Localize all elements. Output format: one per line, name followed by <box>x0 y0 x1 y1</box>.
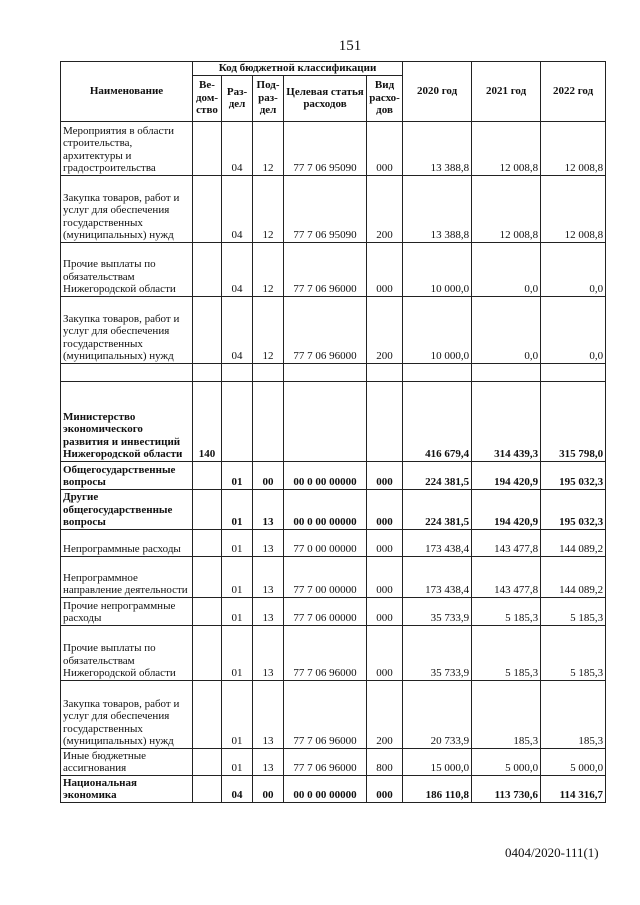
cell-y2020: 186 110,8 <box>403 775 472 802</box>
cell-y2021: 113 730,6 <box>472 775 541 802</box>
table-row <box>61 296 606 363</box>
cell-name: Закупка товаров, работ и услуг для обеспечения государственных (муниципальных) нужд <box>61 175 193 242</box>
cell-name: Национальная экономика <box>61 775 193 802</box>
header-classification-group: Код бюджетной классификации <box>193 62 403 76</box>
cell-subsection: 12 <box>253 296 284 363</box>
cell-dept <box>193 680 222 748</box>
cell-dept <box>193 748 222 775</box>
cell-y2020: 10 000,0 <box>403 242 472 296</box>
cell-dept <box>193 625 222 680</box>
cell-section: 01 <box>222 680 253 748</box>
spacer-row <box>61 363 606 381</box>
cell-name: Общегосударственные вопросы <box>61 461 193 489</box>
header-2021: 2021 год <box>472 62 541 122</box>
cell-dept <box>193 556 222 597</box>
cell-expense-type: 000 <box>367 597 403 625</box>
cell-subsection <box>253 363 284 381</box>
header-subsection: Под-раз-дел <box>253 75 284 121</box>
cell-name: Закупка товаров, работ и услуг для обеспечения государственных (муниципальных) нужд <box>61 296 193 363</box>
cell-dept <box>193 461 222 489</box>
header-dept: Ве-дом-ство <box>193 75 222 121</box>
cell-expense-type <box>367 363 403 381</box>
table-row <box>61 556 606 597</box>
cell-y2020: 416 679,4 <box>403 381 472 461</box>
cell-y2022: 12 008,8 <box>541 121 606 175</box>
cell-y2020: 15 000,0 <box>403 748 472 775</box>
cell-y2021: 185,3 <box>472 680 541 748</box>
cell-y2022 <box>541 363 606 381</box>
cell-y2022: 0,0 <box>541 296 606 363</box>
cell-section: 01 <box>222 461 253 489</box>
cell-target: 77 7 06 00000 <box>284 597 367 625</box>
cell-subsection: 12 <box>253 175 284 242</box>
cell-name: Непрограммные расходы <box>61 529 193 556</box>
cell-dept <box>193 775 222 802</box>
cell-y2021: 12 008,8 <box>472 175 541 242</box>
cell-y2020: 173 438,4 <box>403 529 472 556</box>
cell-y2021: 143 477,8 <box>472 556 541 597</box>
cell-y2020: 35 733,9 <box>403 597 472 625</box>
cell-expense-type: 000 <box>367 529 403 556</box>
budget-table <box>60 61 606 803</box>
table-row <box>61 775 606 802</box>
table-row <box>61 461 606 489</box>
header-2020: 2020 год <box>403 62 472 122</box>
header-target: Целевая статья расходов <box>284 75 367 121</box>
cell-section: 01 <box>222 748 253 775</box>
cell-section: 01 <box>222 489 253 529</box>
cell-y2020: 10 000,0 <box>403 296 472 363</box>
cell-y2022: 144 089,2 <box>541 556 606 597</box>
cell-dept <box>193 489 222 529</box>
cell-target: 77 7 06 96000 <box>284 748 367 775</box>
cell-y2021: 12 008,8 <box>472 121 541 175</box>
cell-name: Непрограммное направление деятельности <box>61 556 193 597</box>
cell-expense-type: 200 <box>367 296 403 363</box>
document-code: 0404/2020-111(1) <box>505 845 599 860</box>
cell-y2021: 194 420,9 <box>472 461 541 489</box>
cell-y2021 <box>472 363 541 381</box>
cell-y2020: 35 733,9 <box>403 625 472 680</box>
cell-subsection: 13 <box>253 556 284 597</box>
cell-y2020: 224 381,5 <box>403 489 472 529</box>
cell-y2022: 144 089,2 <box>541 529 606 556</box>
cell-y2022: 5 185,3 <box>541 597 606 625</box>
cell-dept <box>193 363 222 381</box>
cell-expense-type: 000 <box>367 242 403 296</box>
cell-expense-type: 000 <box>367 121 403 175</box>
cell-target: 00 0 00 00000 <box>284 775 367 802</box>
cell-subsection: 13 <box>253 529 284 556</box>
cell-name: Прочие выплаты по обязательствам Нижегородской области <box>61 625 193 680</box>
cell-expense-type: 200 <box>367 175 403 242</box>
cell-dept <box>193 296 222 363</box>
cell-dept <box>193 121 222 175</box>
cell-y2022: 195 032,3 <box>541 461 606 489</box>
cell-dept: 140 <box>193 381 222 461</box>
cell-target: 77 7 00 00000 <box>284 556 367 597</box>
cell-y2022: 195 032,3 <box>541 489 606 529</box>
cell-dept <box>193 175 222 242</box>
cell-section: 04 <box>222 175 253 242</box>
cell-target <box>284 363 367 381</box>
cell-name: Министерство экономического развития и инвестиций Нижегородской области <box>61 381 193 461</box>
cell-dept <box>193 529 222 556</box>
cell-y2022: 185,3 <box>541 680 606 748</box>
cell-target <box>284 381 367 461</box>
table-body <box>61 121 606 802</box>
cell-section: 01 <box>222 625 253 680</box>
cell-y2020: 224 381,5 <box>403 461 472 489</box>
table-row <box>61 680 606 748</box>
table-row <box>61 529 606 556</box>
cell-section: 04 <box>222 242 253 296</box>
cell-expense-type: 800 <box>367 748 403 775</box>
cell-subsection <box>253 381 284 461</box>
table-row <box>61 242 606 296</box>
cell-expense-type: 000 <box>367 625 403 680</box>
cell-expense-type: 200 <box>367 680 403 748</box>
header-section: Раз-дел <box>222 75 253 121</box>
cell-target: 77 0 00 00000 <box>284 529 367 556</box>
cell-y2022: 5 000,0 <box>541 748 606 775</box>
cell-target: 00 0 00 00000 <box>284 489 367 529</box>
cell-name: Мероприятия в области строительства, архитектуры и градостроительства <box>61 121 193 175</box>
cell-subsection: 13 <box>253 625 284 680</box>
cell-section: 04 <box>222 296 253 363</box>
cell-y2020: 20 733,9 <box>403 680 472 748</box>
cell-dept <box>193 242 222 296</box>
cell-y2020: 13 388,8 <box>403 121 472 175</box>
cell-subsection: 13 <box>253 597 284 625</box>
header-expense-type: Вид расхо-дов <box>367 75 403 121</box>
cell-name: Прочие непрограммные расходы <box>61 597 193 625</box>
cell-section <box>222 363 253 381</box>
cell-y2022: 315 798,0 <box>541 381 606 461</box>
cell-y2022: 12 008,8 <box>541 175 606 242</box>
cell-target: 77 7 06 95090 <box>284 175 367 242</box>
cell-y2021: 314 439,3 <box>472 381 541 461</box>
page-number: 151 <box>338 38 362 54</box>
cell-dept <box>193 597 222 625</box>
cell-subsection: 12 <box>253 242 284 296</box>
table-row <box>61 121 606 175</box>
cell-y2022: 0,0 <box>541 242 606 296</box>
table-row <box>61 748 606 775</box>
cell-target: 77 7 06 96000 <box>284 625 367 680</box>
cell-expense-type: 000 <box>367 775 403 802</box>
cell-y2021: 194 420,9 <box>472 489 541 529</box>
cell-y2021: 0,0 <box>472 242 541 296</box>
header-2022: 2022 год <box>541 62 606 122</box>
cell-name: Иные бюджетные ассигнования <box>61 748 193 775</box>
cell-target: 77 7 06 96000 <box>284 296 367 363</box>
cell-y2021: 0,0 <box>472 296 541 363</box>
cell-y2020 <box>403 363 472 381</box>
cell-y2021: 5 185,3 <box>472 625 541 680</box>
cell-target: 77 7 06 96000 <box>284 680 367 748</box>
cell-target: 77 7 06 95090 <box>284 121 367 175</box>
header-name: Наименование <box>61 62 193 122</box>
cell-name: Другие общегосударственные вопросы <box>61 489 193 529</box>
cell-expense-type: 000 <box>367 489 403 529</box>
cell-section: 04 <box>222 775 253 802</box>
cell-section: 04 <box>222 121 253 175</box>
cell-expense-type: 000 <box>367 461 403 489</box>
cell-name <box>61 363 193 381</box>
cell-expense-type <box>367 381 403 461</box>
cell-y2021: 5 000,0 <box>472 748 541 775</box>
cell-y2020: 173 438,4 <box>403 556 472 597</box>
cell-y2021: 143 477,8 <box>472 529 541 556</box>
cell-subsection: 00 <box>253 775 284 802</box>
cell-section: 01 <box>222 529 253 556</box>
cell-y2021: 5 185,3 <box>472 597 541 625</box>
cell-subsection: 00 <box>253 461 284 489</box>
table-row <box>61 489 606 529</box>
cell-y2022: 5 185,3 <box>541 625 606 680</box>
cell-subsection: 13 <box>253 748 284 775</box>
cell-y2020: 13 388,8 <box>403 175 472 242</box>
table-row <box>61 625 606 680</box>
table-row <box>61 381 606 461</box>
cell-expense-type: 000 <box>367 556 403 597</box>
cell-section: 01 <box>222 556 253 597</box>
table-row <box>61 175 606 242</box>
cell-subsection: 13 <box>253 489 284 529</box>
cell-y2022: 114 316,7 <box>541 775 606 802</box>
cell-section: 01 <box>222 597 253 625</box>
cell-subsection: 13 <box>253 680 284 748</box>
cell-subsection: 12 <box>253 121 284 175</box>
cell-name: Закупка товаров, работ и услуг для обеспечения государственных (муниципальных) нужд <box>61 680 193 748</box>
cell-target: 00 0 00 00000 <box>284 461 367 489</box>
table-row <box>61 597 606 625</box>
cell-name: Прочие выплаты по обязательствам Нижегородской области <box>61 242 193 296</box>
cell-target: 77 7 06 96000 <box>284 242 367 296</box>
cell-section <box>222 381 253 461</box>
header-row-top <box>61 62 606 76</box>
